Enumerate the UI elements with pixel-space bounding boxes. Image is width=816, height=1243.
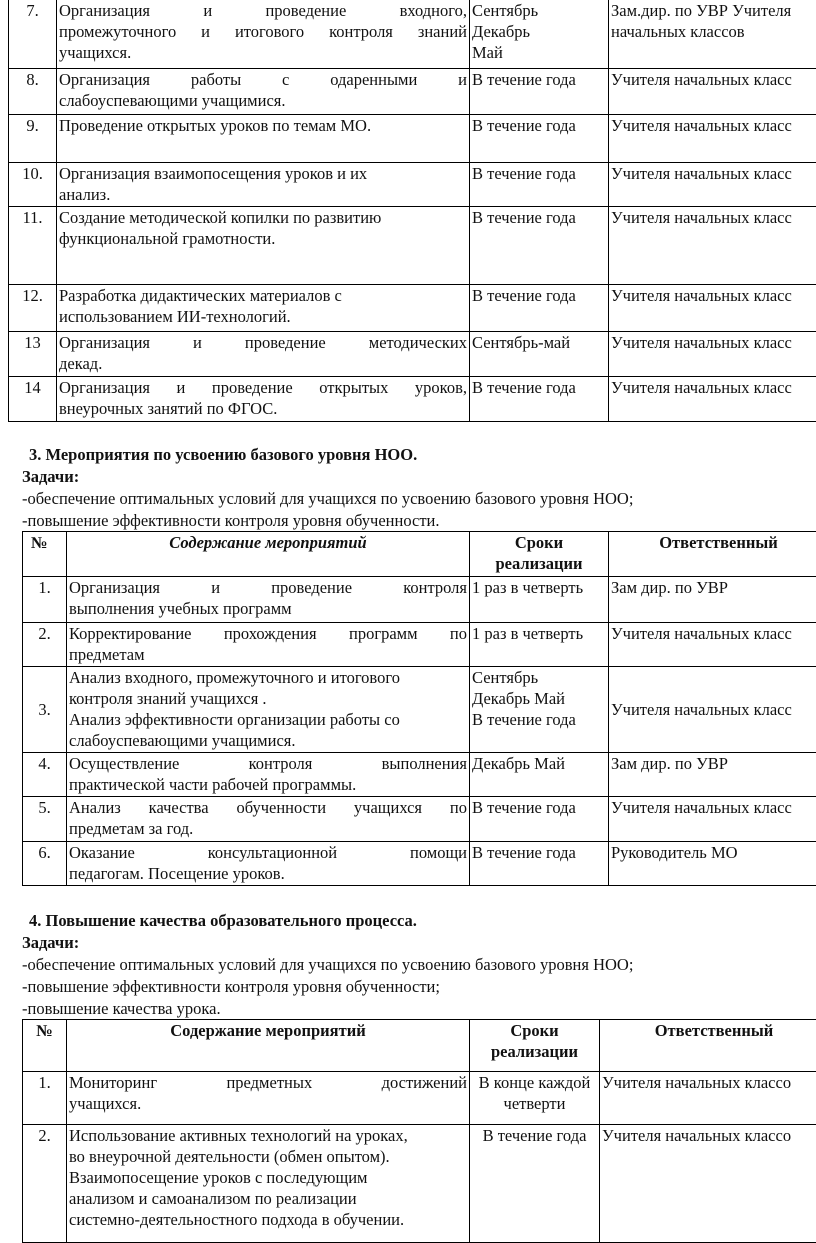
table-row (23, 1125, 816, 1243)
table-row (9, 285, 816, 332)
row-dates: В течение года (470, 285, 609, 332)
row-responsible: Зам.дир. по УВР Учителя начальных классов (609, 0, 816, 69)
section-title: 4. Повышение качества образовательного процесса. (22, 910, 812, 932)
row-responsible: Учителя начальных класс (609, 163, 816, 207)
row-number: 5. (23, 797, 67, 842)
row-dates: В течение года (470, 163, 609, 207)
row-number: 11. (9, 207, 57, 285)
row-responsible: Зам дир. по УВР (609, 753, 816, 797)
row-content: Корректирование прохождения программ по предметам (67, 623, 470, 667)
row-content: Осуществление контроля выполнения практической части рабочей программы. (67, 753, 470, 797)
row-number: 1. (23, 577, 67, 623)
row-dates: В течение года (470, 69, 609, 115)
col-header-responsible: Ответственный (609, 532, 816, 577)
table-row (23, 623, 816, 667)
task-line: -повышение эффективности контроля уровня обученности; (22, 976, 812, 998)
col-header-dates: Сроки реализации (470, 532, 609, 577)
row-content: Создание методической копилки по развитию функциональной грамотности. (57, 207, 470, 285)
tasks-label: Задачи: (22, 466, 812, 488)
row-number: 2. (23, 1125, 67, 1243)
task-line: -повышение эффективности контроля уровня обученности. (22, 510, 812, 532)
row-dates: 1 раз в четверть (470, 577, 609, 623)
row-number: 6. (23, 842, 67, 886)
section-title: 3. Мероприятия по усвоению базового уровня НОО. (22, 444, 812, 466)
row-number: 13 (9, 332, 57, 377)
row-responsible: Учителя начальных класс (609, 115, 816, 163)
row-dates: В течение года (470, 115, 609, 163)
row-number: 9. (9, 115, 57, 163)
row-responsible: Зам дир. по УВР (609, 577, 816, 623)
table-row (9, 69, 816, 115)
row-dates: Сентябрь Декабрь Май В течение года (470, 667, 609, 753)
col-header-content: Содержание мероприятий (67, 1020, 470, 1072)
row-responsible: Учителя начальных класс (609, 69, 816, 115)
col-header-content: Содержание мероприятий (67, 532, 470, 577)
row-responsible: Руководитель МО (609, 842, 816, 886)
table-row (23, 842, 816, 886)
row-responsible: Учителя начальных класс (609, 377, 816, 422)
table-row (23, 577, 816, 623)
table-row (9, 0, 816, 69)
row-content: Разработка дидактических материалов с использованием ИИ-технологий. (57, 285, 470, 332)
table-row (9, 115, 816, 163)
row-content: Организация и проведение контроля выполнения учебных программ (67, 577, 470, 623)
row-content: Организация работы с одаренными и слабоуспевающими учащимися. (57, 69, 470, 115)
col-header-responsible: Ответственный (600, 1020, 816, 1072)
row-dates: В конце каждой четверти (470, 1072, 600, 1125)
table-row (9, 377, 816, 422)
tasks-label: Задачи: (22, 932, 812, 954)
row-number: 2. (23, 623, 67, 667)
section-4-header (22, 910, 812, 1020)
col-header-num: № (23, 532, 67, 577)
row-responsible: Учителя начальных класс (609, 667, 816, 753)
table-row (9, 332, 816, 377)
task-line: -обеспечение оптимальных условий для учащихся по усвоению базового уровня НОО; (22, 488, 812, 510)
row-content: Организация и проведение входного, промежуточного и итогового контроля знаний учащихся. (57, 0, 470, 69)
row-responsible: Учителя начальных класс (609, 285, 816, 332)
row-responsible: Учителя начальных класс (609, 207, 816, 285)
row-dates: Сентябрь Декабрь Май (470, 0, 609, 69)
table-row (23, 753, 816, 797)
row-dates: В течение года (470, 797, 609, 842)
row-number: 3. (23, 667, 67, 753)
row-dates: Декабрь Май (470, 753, 609, 797)
row-number: 12. (9, 285, 57, 332)
row-responsible: Учителя начальных класс (609, 797, 816, 842)
task-line: -обеспечение оптимальных условий для учащихся по усвоению базового уровня НОО; (22, 954, 812, 976)
row-content: Анализ входного, промежуточного и итогового контроля знаний учащихся . Анализ эффективности организации работы со слабоуспевающими учащимися. (67, 667, 470, 753)
row-content: Использование активных технологий на уроках, во внеурочной деятельности (обмен опытом). Взаимопосещение уроков с последующим анализом и самоанализом по реализации системно-деятельностного подхода в обучении. (67, 1125, 470, 1243)
row-content: Организация и проведение методических декад. (57, 332, 470, 377)
table-row (9, 163, 816, 207)
row-number: 1. (23, 1072, 67, 1125)
row-number: 8. (9, 69, 57, 115)
table-activities-continued (8, 0, 816, 422)
row-number: 10. (9, 163, 57, 207)
row-content: Мониторинг предметных достижений учащихся. (67, 1072, 470, 1125)
table-row (23, 1072, 816, 1125)
section-3-header (22, 444, 812, 532)
row-dates: В течение года (470, 377, 609, 422)
table-row (23, 797, 816, 842)
col-header-dates: Сроки реализации (470, 1020, 600, 1072)
row-content: Организация взаимопосещения уроков и их анализ. (57, 163, 470, 207)
table-row (9, 207, 816, 285)
row-content: Проведение открытых уроков по темам МО. (57, 115, 470, 163)
table-section-3 (22, 531, 816, 886)
row-dates: В течение года (470, 1125, 600, 1243)
row-responsible: Учителя начальных класс (609, 332, 816, 377)
row-dates: 1 раз в четверть (470, 623, 609, 667)
col-header-num: № (23, 1020, 67, 1072)
row-dates: Сентябрь-май (470, 332, 609, 377)
row-dates: В течение года (470, 207, 609, 285)
table-section-4 (22, 1019, 816, 1243)
row-dates: В течение года (470, 842, 609, 886)
row-responsible: Учителя начальных классо (600, 1125, 816, 1243)
row-responsible: Учителя начальных класс (609, 623, 816, 667)
row-number: 4. (23, 753, 67, 797)
row-number: 14 (9, 377, 57, 422)
row-content: Оказание консультационной помощи педагогам. Посещение уроков. (67, 842, 470, 886)
table-row (23, 667, 816, 753)
row-content: Анализ качества обученности учащихся по предметам за год. (67, 797, 470, 842)
row-responsible: Учителя начальных классо (600, 1072, 816, 1125)
row-content: Организация и проведение открытых уроков, внеурочных занятий по ФГОС. (57, 377, 470, 422)
task-line: -повышение качества урока. (22, 998, 812, 1020)
row-number: 7. (9, 0, 57, 69)
